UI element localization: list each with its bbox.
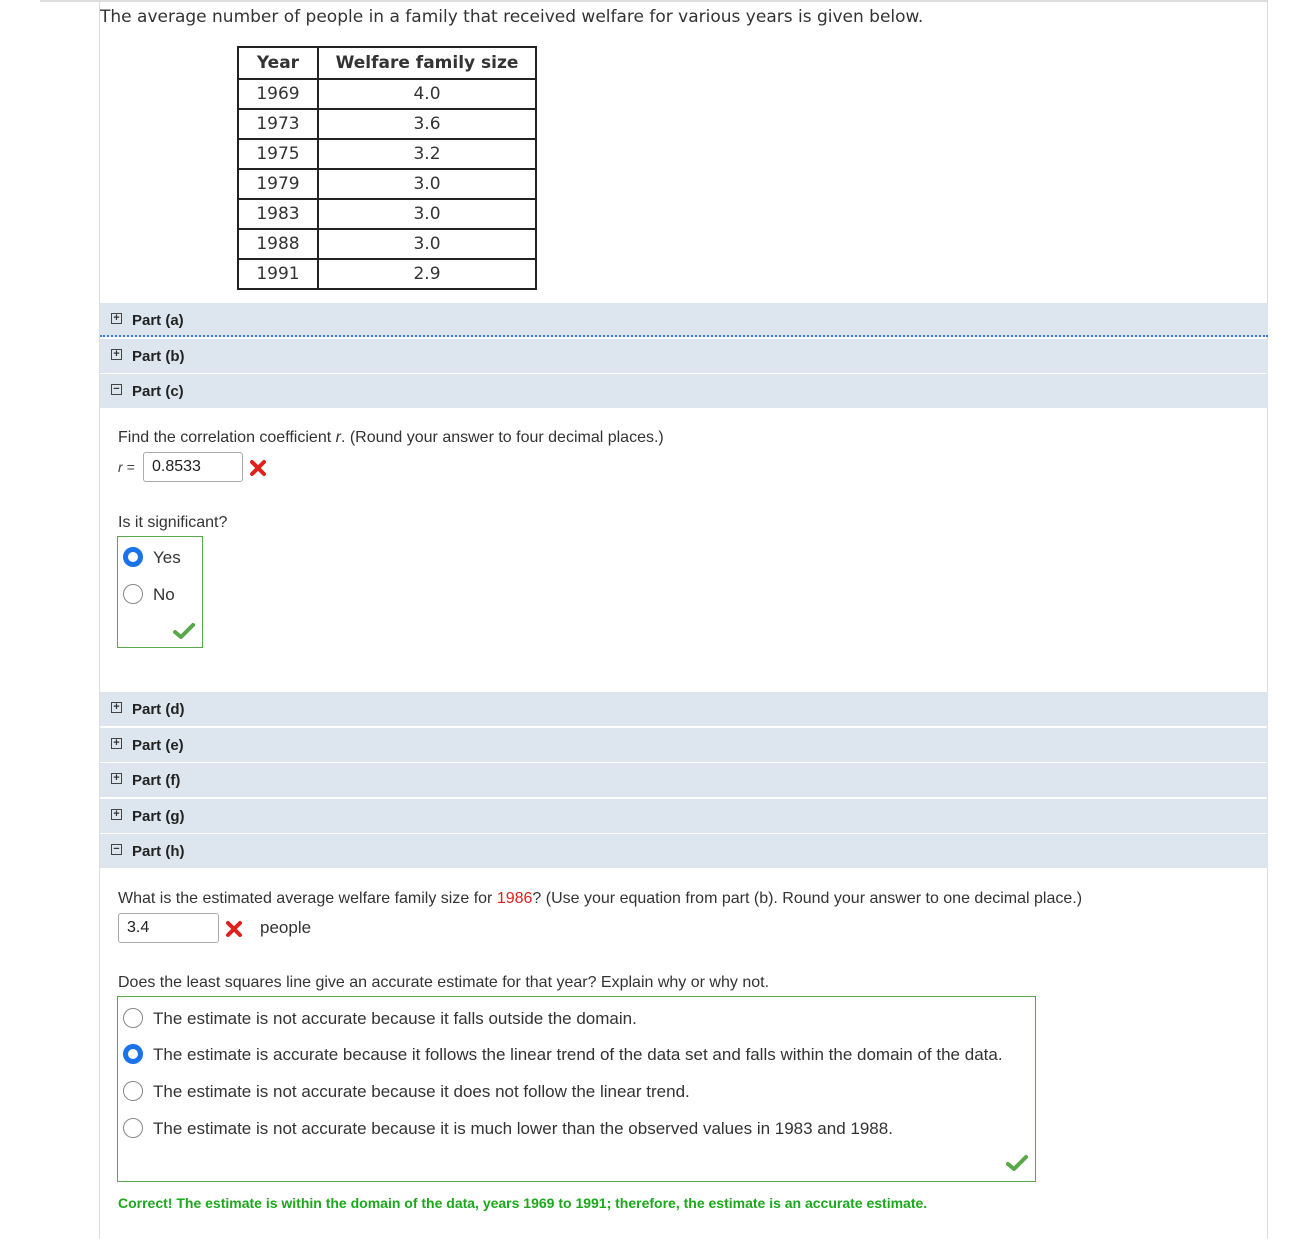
problem-intro: The average number of people in a family that received welfare for various years is given below. [100,7,924,27]
table-cell-size: 3.0 [318,229,536,259]
collapse-icon[interactable]: − [111,384,122,395]
radio-option-3[interactable] [123,1081,143,1101]
table-row [238,169,536,199]
table-cell-year: 1991 [238,259,318,289]
table-cell-year: 1973 [238,109,318,139]
incorrect-x-icon [249,459,267,477]
part-d-header[interactable] [100,692,1268,726]
r-label: r = [118,459,135,475]
table-cell-year: 1983 [238,199,318,229]
accuracy-question: Does the least squares line give an accurate estimate for that year? Explain why or why not. [118,974,770,991]
table-header-family-size: Welfare family size [318,47,536,79]
table-cell-size: 3.2 [318,139,536,169]
expand-icon[interactable]: + [111,702,122,713]
part-e-label: Part (e) [132,737,184,754]
part-a-header[interactable] [100,303,1268,337]
expand-icon[interactable]: + [111,738,122,749]
table-row [238,229,536,259]
welfare-data-table [237,46,537,290]
part-h-header[interactable] [100,834,1268,868]
expand-icon[interactable]: + [111,773,122,784]
table-header-row [238,47,536,79]
estimate-input[interactable]: 3.4 [118,913,219,943]
radio-option-1[interactable] [123,1008,143,1028]
question-text: . (Round your answer to four decimal places.) [340,429,664,446]
table-cell-size: 3.0 [318,169,536,199]
table-cell-year: 1979 [238,169,318,199]
radio-no[interactable] [123,584,143,604]
table-row [238,139,536,169]
option-2-label[interactable]: The estimate is accurate because it follows the linear trend of the data set and falls within the domain of the data. [153,1045,1003,1064]
question-text: ? (Use your equation from part (b). Round your answer to one decimal place.) [532,890,1083,907]
table-cell-size: 4.0 [318,79,536,109]
option-4-label[interactable]: The estimate is not accurate because it is much lower than the observed values in 1983 and 1988. [153,1119,893,1138]
expand-icon[interactable]: + [111,313,122,324]
option-1-label[interactable]: The estimate is not accurate because it falls outside the domain. [153,1009,637,1028]
part-b-header[interactable] [100,339,1268,373]
variable-r: r [335,429,341,446]
expand-icon[interactable]: + [111,809,122,820]
unit-label: people [260,918,312,937]
option-no-label[interactable]: No [153,585,175,604]
table-cell-size: 3.0 [318,199,536,229]
significance-question: Is it significant? [118,514,228,531]
table-cell-year: 1988 [238,229,318,259]
radio-yes[interactable] [123,547,143,567]
radio-option-4[interactable] [123,1118,143,1138]
option-3-label[interactable]: The estimate is not accurate because it does not follow the linear trend. [153,1082,690,1101]
table-row [238,259,536,289]
table-row [238,199,536,229]
question-year: 1986 [496,890,533,907]
part-g-header[interactable] [100,799,1268,833]
table-row [238,109,536,139]
part-c-label: Part (c) [132,383,184,400]
part-b-label: Part (b) [132,348,185,365]
table-header-year: Year [238,47,318,79]
part-f-header[interactable] [100,763,1268,797]
correct-check-icon [1006,1154,1028,1172]
part-g-label: Part (g) [132,808,185,825]
table-row [238,79,536,109]
part-d-label: Part (d) [132,701,185,718]
table-cell-size: 2.9 [318,259,536,289]
option-yes-label[interactable]: Yes [153,548,181,567]
correct-check-icon [173,622,195,640]
table-cell-year: 1975 [238,139,318,169]
part-a-label: Part (a) [132,312,184,329]
r-input[interactable]: 0.8533 [143,452,243,482]
radio-option-2[interactable] [123,1044,143,1064]
expand-icon[interactable]: + [111,349,122,360]
collapse-icon[interactable]: − [111,844,122,855]
question-text: What is the estimated average welfare family size for [118,890,497,907]
part-c-header[interactable] [100,374,1268,408]
question-text: Find the correlation coefficient [118,429,336,446]
table-cell-size: 3.6 [318,109,536,139]
correct-feedback: Correct! The estimate is within the domain of the data, years 1969 to 1991; therefore, the estimate is an accurate estimate. [118,1195,928,1211]
part-e-header[interactable] [100,728,1268,762]
part-h-label: Part (h) [132,843,185,860]
estimate-question [118,890,1082,908]
correlation-question [118,429,664,447]
part-f-label: Part (f) [132,772,181,789]
table-cell-year: 1969 [238,79,318,109]
incorrect-x-icon [225,920,243,938]
